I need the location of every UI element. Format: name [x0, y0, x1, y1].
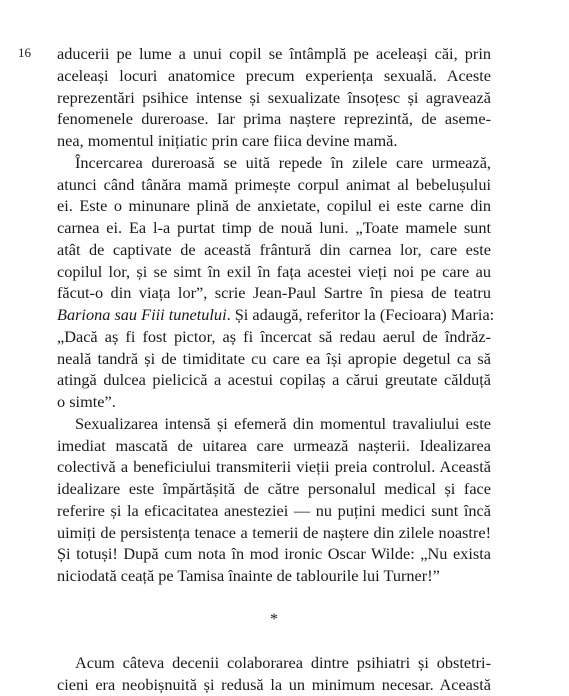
text-line: reprezentări psihice intense și sexualizate însoțesc și agravează: [57, 87, 491, 107]
text-line: atunci când tânăra mamă primește corpul animat al bebelușului: [57, 174, 491, 194]
text-line-with-title: [57, 304, 495, 326]
text-line: fenomenele dureroase. Iar prima naștere reprezintă, de aseme-: [57, 109, 491, 129]
text-line: niciodată ceață pe Tamisa înainte de tablourile lui Turner!”: [57, 566, 440, 585]
text-line: copilul lor, și se simt în exil în fața acestei vieți noi pe care au: [57, 261, 491, 281]
text-line: carnea ei. Ea l-a purtat timp de nouă luni. „Toate mamele sunt: [57, 218, 491, 237]
text-line: nea, momentul inițiatic prin care fiica devine mamă.: [57, 131, 398, 150]
body-text: [57, 43, 495, 696]
paragraph-4: [57, 652, 491, 696]
text-line: o simte”.: [57, 392, 116, 411]
text-line: uimiți de persistența tenace a temerii de naștere din zilele noastre!: [57, 522, 491, 542]
text-line: aceleași locuri anatomice precum experiența sexuală. Aceste: [57, 65, 491, 85]
text-line: Acum câteva decenii colaborarea dintre psihiatri și obstetri-: [75, 653, 491, 672]
text-line: neală tandră și de timiditate cu care ea își apropie degetul ca să: [57, 348, 491, 368]
text-line: „Dacă aș fi fost pictor, aș fi încercat să redau aerul de îndrăz-: [57, 326, 491, 346]
paragraph-1: [57, 43, 491, 152]
text-line: imediat mascată de uitarea care urmează nașterii. Idealizarea: [57, 435, 491, 455]
text-line: referire și la eficacitatea anesteziei — nu puțini medici sunt încă: [57, 500, 491, 520]
paragraph-2: [57, 152, 495, 413]
text-line: atingă dulcea pielicică a acestui copilaș a cărui greutate călduță: [57, 370, 491, 390]
page-number: 16: [18, 45, 31, 60]
text-line: colectivă a beneficiului transmiterii vieții preia controlul. Această: [57, 457, 491, 477]
text-line: Și totuși! După cum nota în mod ironic Oscar Wilde: „Nu exista: [57, 544, 491, 564]
text-line: Încercarea dureroasă se uită repede în zilele care urmează,: [75, 152, 491, 172]
text-fragment: . Și adaugă, referitor la (Fecioara) Maria:: [226, 305, 495, 324]
section-separator: *: [270, 610, 278, 628]
text-line: cieni era neobișnuită și redusă la un minimum necesar. Această: [57, 674, 491, 694]
text-line: aducerii pe lume a unui copil se întâmplă pe aceleași căi, prin: [57, 44, 491, 63]
text-line: ei. Este o minunare plină de anxietate, copilul ei este carne din: [57, 196, 491, 216]
text-line: idealizare este împărtășită de către personalul medical și face: [57, 479, 491, 498]
play-title: Bariona sau Fiii tunetului: [57, 305, 227, 324]
text-line: Sexualizarea intensă și efemeră din momentul travaliului este: [75, 413, 491, 433]
text-line: făcut-o din viața lor”, scrie Jean-Paul Sartre în piesa de teatru: [57, 283, 491, 303]
text-line: atât de captivate de această frântură din carnea lor, care este: [57, 239, 491, 259]
paragraph-3: [57, 413, 491, 587]
